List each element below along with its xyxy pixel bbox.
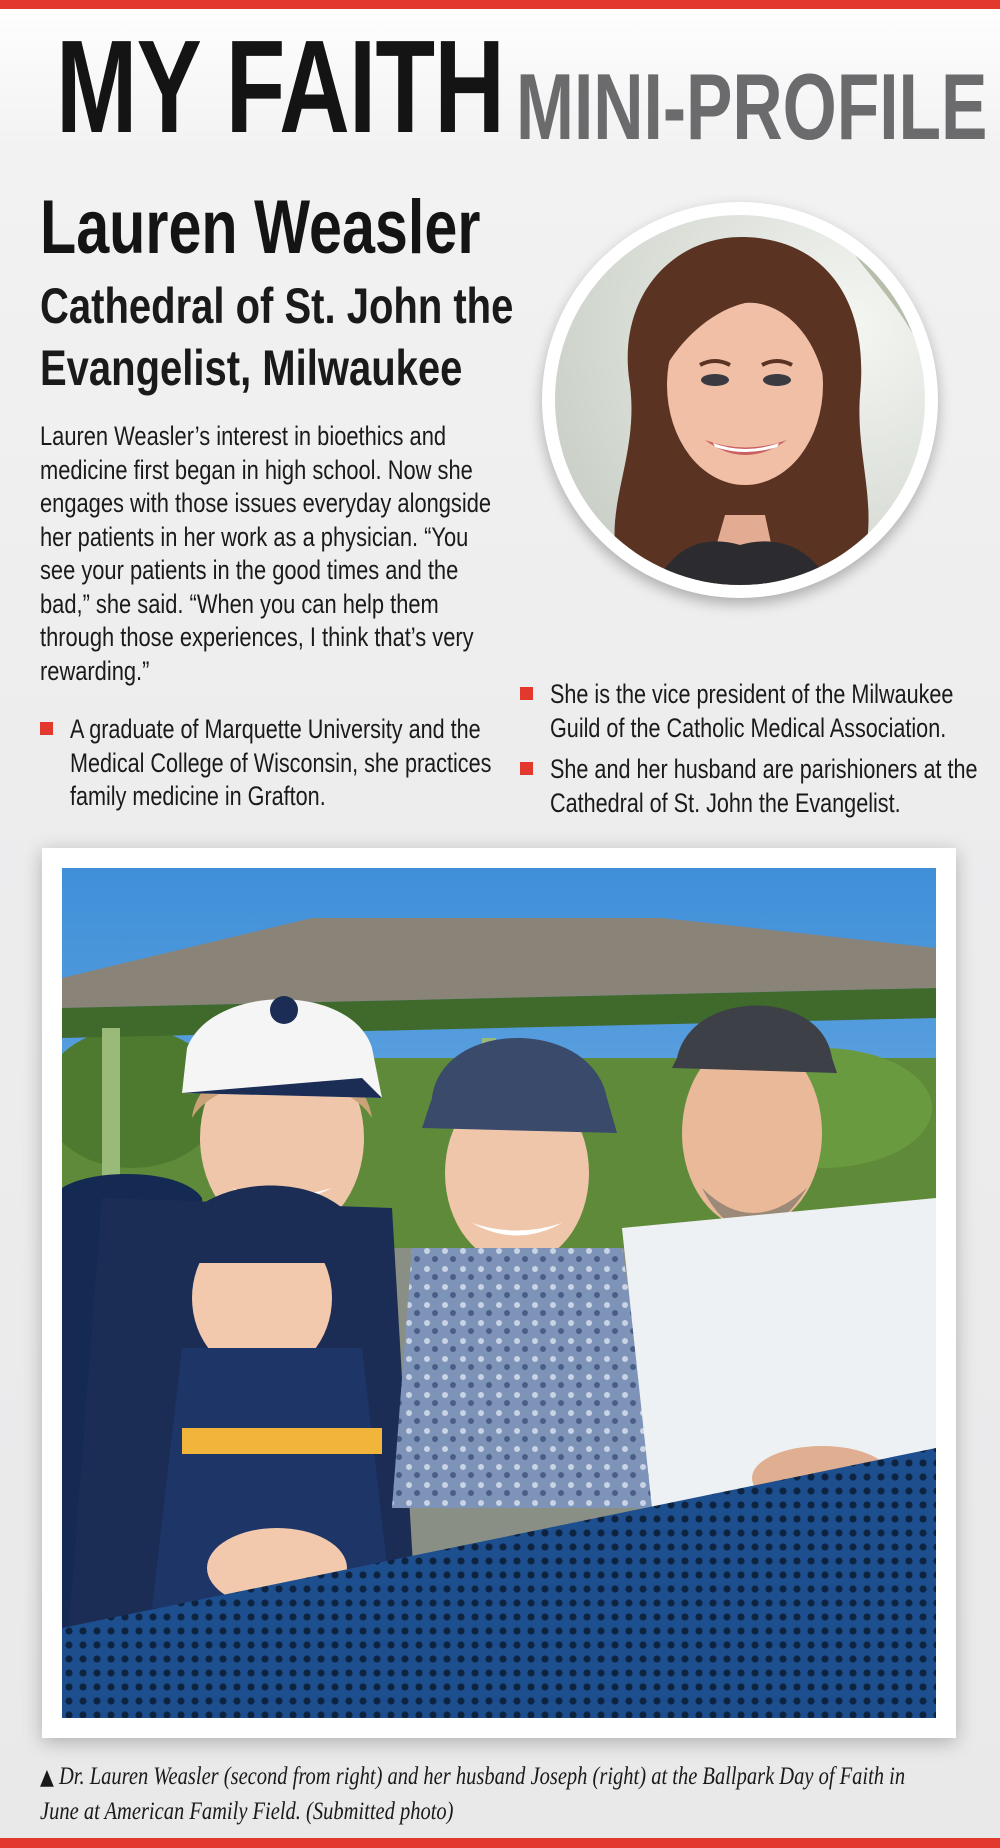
- profile-intro: Lauren Weasler’s interest in bioethics and medicine first began in high school. Now she engages with those issues everyday alongside her patients in her work as a physician. “You see your patients in the good times and the bad,” she said. “When you can help them through those experiences, I think that’s very rewarding.”: [40, 421, 492, 686]
- red-square-bullet-icon: [520, 687, 533, 700]
- red-square-bullet-icon: [40, 722, 53, 735]
- group-photo: [42, 848, 956, 1738]
- bullet-item: [520, 753, 980, 820]
- masthead-title: MY FAITH: [56, 13, 505, 160]
- masthead: [56, 13, 988, 160]
- red-square-bullet-icon: [520, 762, 533, 775]
- group-photo-illustration: [62, 868, 936, 1718]
- caption-text: Dr. Lauren Weasler (second from right) and her husband Joseph (right) at the Ballpark Day of Faith in June at American Family Field. (Submitted photo): [40, 1763, 906, 1825]
- bullet-item: [40, 713, 510, 814]
- profile-name: Lauren Weasler: [40, 185, 481, 270]
- photo-caption: [40, 1760, 942, 1829]
- bullet-text: She and her husband are parishioners at the Cathedral of St. John the Evangelist.: [550, 754, 978, 818]
- bullet-list-right: [520, 678, 980, 828]
- caption-triangle-icon: ▲: [40, 1765, 54, 1790]
- bottom-red-rule: [0, 1838, 1000, 1848]
- masthead-subtitle: MINI-PROFILE: [516, 54, 988, 159]
- profile-parish: Cathedral of St. John the Evangelist, Milwaukee: [40, 278, 514, 396]
- bullet-list-left: [40, 713, 510, 822]
- bullet-item: [520, 678, 980, 745]
- portrait-illustration: [555, 215, 925, 585]
- top-red-rule: [0, 0, 1000, 9]
- bullet-text: She is the vice president of the Milwaukee Guild of the Catholic Medical Association.: [550, 679, 954, 743]
- bullet-text: A graduate of Marquette University and the Medical College of Wisconsin, she practices family medicine in Grafton.: [70, 714, 492, 811]
- portrait-photo: [542, 202, 938, 598]
